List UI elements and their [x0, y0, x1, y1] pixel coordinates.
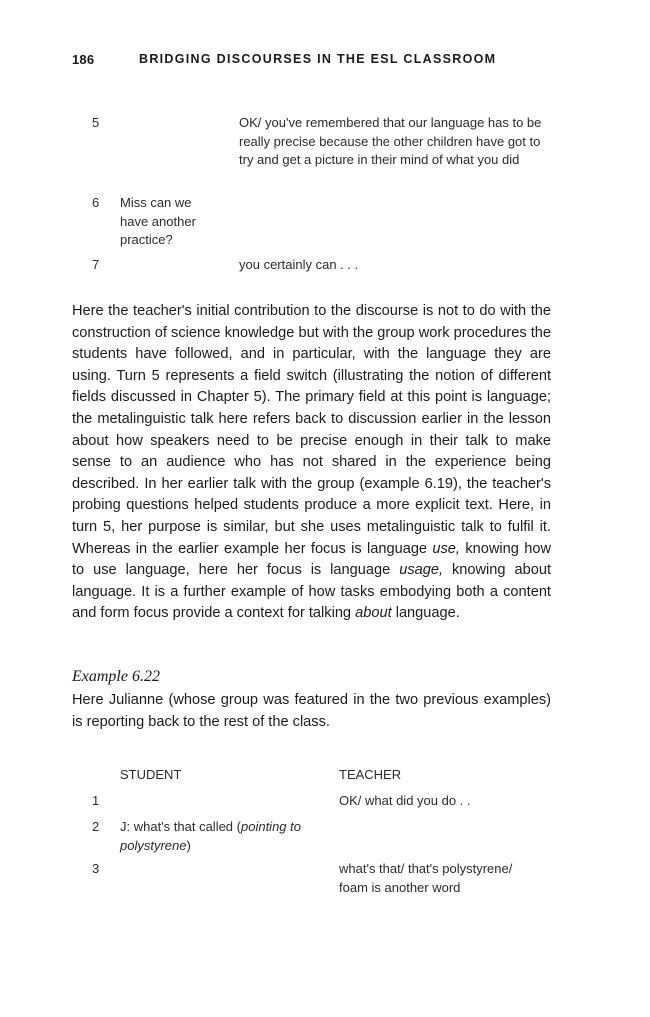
teacher-utterance: OK/ what did you do . .	[339, 793, 471, 808]
transcript-excerpt-2	[72, 792, 552, 904]
transcript-row	[72, 256, 552, 274]
column-heading-teacher: TEACHER	[339, 767, 402, 782]
turn-number: 6	[92, 195, 100, 210]
example-heading: Example 6.22	[72, 668, 160, 685]
transcript-excerpt-1	[72, 114, 552, 280]
running-title: BRIDGING DISCOURSES IN THE ESL CLASSROOM	[139, 52, 497, 66]
teacher-utterance: what's that/ that's polystyrene/ foam is another word	[339, 861, 513, 895]
column-heading-student: STUDENT	[120, 767, 182, 782]
running-header	[72, 52, 552, 70]
turn-number: 2	[92, 819, 100, 834]
example-intro: Here Julianne (whose group was featured in the two previous examples) is reporting back to the rest of the class.	[72, 692, 551, 730]
teacher-utterance: OK/ you've remembered that our language has to be really precise because the other children have got to try and get a picture in their mind of what you did	[239, 115, 542, 167]
transcript-row	[72, 860, 552, 898]
transcript-row	[72, 818, 552, 856]
transcript-row	[72, 194, 552, 250]
turn-number: 1	[92, 793, 100, 808]
student-utterance: J: what's that called (pointing to polystyrene)	[120, 819, 301, 853]
transcript-row	[72, 792, 552, 810]
teacher-utterance: you certainly can . . .	[239, 257, 359, 272]
turn-number: 3	[92, 861, 100, 876]
turn-number: 5	[92, 115, 100, 130]
student-utterance: Miss can we have another practice?	[120, 195, 196, 247]
body-paragraph: Here the teacher's initial contribution to the discourse is not to do with the construction of science knowledge but with the group work procedures the students have followed, and in particular, with the language they are using. Turn 5 represents a field switch (illustrating the notion of different fields discussed in Chapter 5). The primary field at this point is language; the metalinguistic talk here refers back to discussion earlier in the lesson about how speakers need to be precise enough in their talk to make sense to an audience who has not shared in the experience being described. In her earlier talk with the group (example 6.19), the teacher's probing questions helped students produce a more explicit text. Here, in turn 5, her purpose is similar, but she uses metalinguistic talk to fulfil it. Whereas in the earlier example her focus is language use, knowing how to use language, here her focus is language usage, knowing about language. It is a further example of how tasks embodying both a content and form focus provide a context for talking about language.	[72, 303, 551, 622]
turn-number: 7	[92, 257, 100, 272]
transcript-row	[72, 114, 552, 182]
page-number: 186	[72, 52, 95, 67]
